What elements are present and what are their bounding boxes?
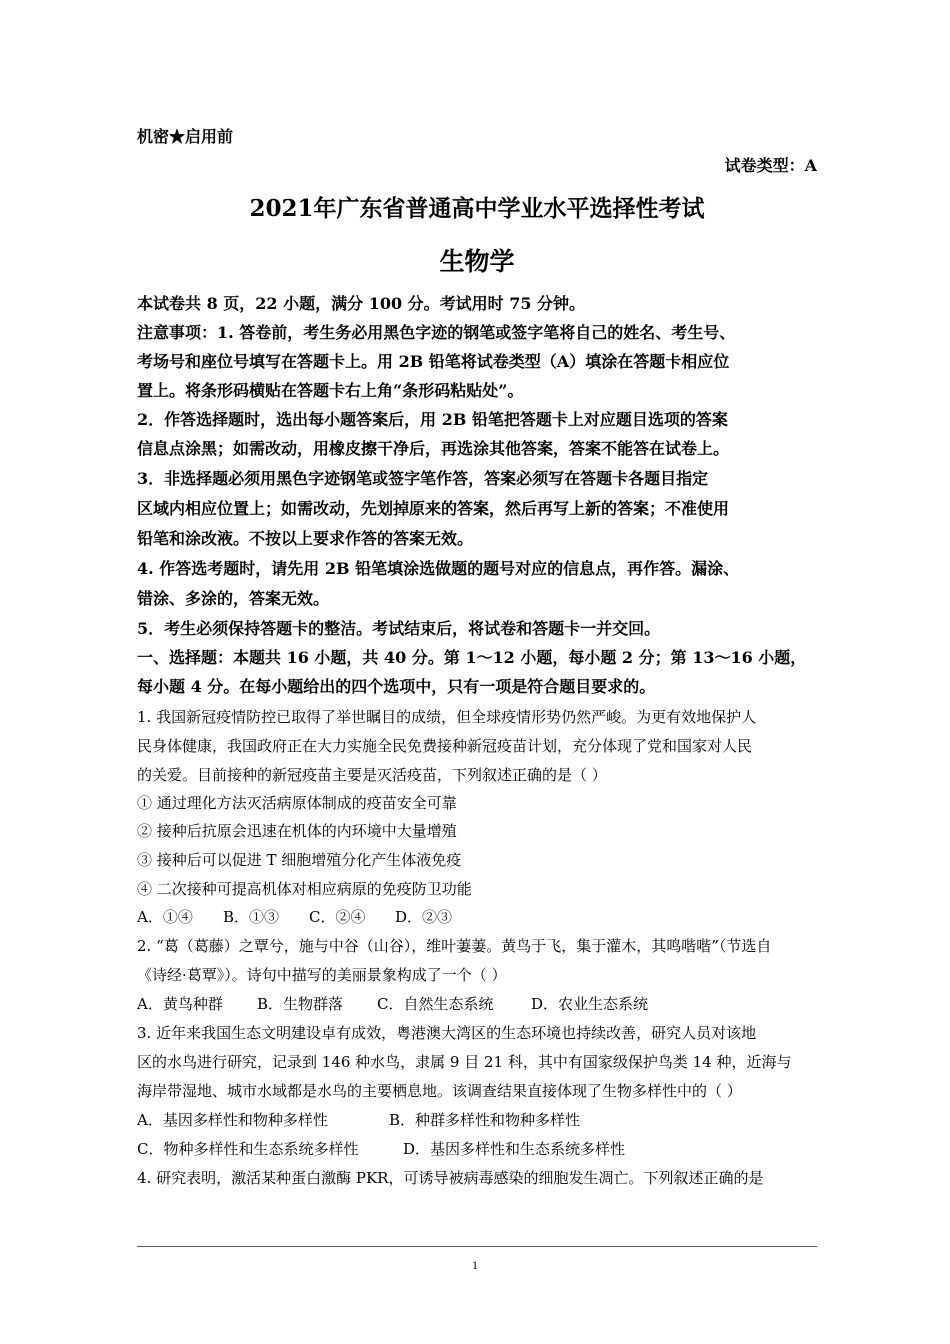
notice-line: 铅笔和涂改液。不按以上要求作答的答案无效。 — [137, 529, 474, 548]
option-c: C．自然生态系统 — [377, 995, 494, 1013]
question-1-statement: ② 接种后抗原会迅速在机体的内环境中大量增殖 — [137, 822, 457, 840]
notice-line: 错涂、多涂的，答案无效。 — [137, 589, 330, 608]
option-b: B．种群多样性和物种多样性 — [389, 1111, 581, 1129]
question-1-statement: ③ 接种后可以促进 T 细胞增殖分化产生体液免疫 — [137, 851, 462, 869]
question-3-options-row — [137, 1138, 817, 1160]
section-heading: 每小题 4 分。在每小题给出的四个选项中，只有一项是符合题目要求的。 — [137, 677, 656, 696]
notice-line: 信息点涂黑；如需改动，用橡皮擦干净后，再选涂其他答案，答案不能答在试卷上。 — [137, 439, 730, 458]
notice-line: 3．非选择题必须用黑色字迹钢笔或签字笔作答，答案必须写在答题卡各题目指定 — [137, 469, 709, 488]
subject-title: 生物学 — [439, 247, 515, 276]
notice-line: 考场号和座位号填写在答题卡上。用 2B 铅笔将试卷类型（A）填涂在答题卡相应位 — [137, 352, 730, 371]
option-d: D．基因多样性和生态系统多样性 — [403, 1140, 626, 1158]
question-1-statement: ① 通过理化方法灭活病原体制成的疫苗安全可靠 — [137, 794, 457, 812]
question-1-text: 的关爱。目前接种的新冠疫苗主要是灭活疫苗，下列叙述正确的是（ ） — [137, 766, 607, 784]
question-1-text: 民身体健康，我国政府正在大力实施全民免费接种新冠疫苗计划，充分体现了党和国家对人民 — [137, 737, 753, 755]
question-3-text: 区的水鸟进行研究，记录到 146 种水鸟，隶属 9 目 21 科，其中有国家级保护鸟类 14 种，近海与 — [137, 1053, 792, 1071]
question-1-options — [137, 906, 817, 928]
notice-line: 4. 作答选考题时，请先用 2B 铅笔填涂选做题的题号对应的信息点，再作答。漏涂、 — [137, 559, 740, 578]
section-heading: 一、选择题：本题共 16 小题，共 40 分。第 1～12 小题，每小题 2 分；第 13～16 小题， — [137, 648, 807, 667]
question-1-text: 1. 我国新冠疫情防控已取得了举世瞩目的成绩，但全球疫情形势仍然严峻。为更有效地保护人 — [137, 708, 757, 726]
notice-line: 置上。将条形码横贴在答题卡右上角“条形码粘贴处”。 — [137, 381, 524, 400]
question-1-statement: ④ 二次接种可提高机体对相应病原的免疫防卫功能 — [137, 880, 472, 898]
exam-title: 2021年广东省普通高中学业水平选择性考试 — [249, 195, 705, 222]
question-3-options-row — [137, 1109, 817, 1131]
notice-line: 区域内相应位置上；如需改动，先划掉原来的答案，然后再写上新的答案；不准使用 — [137, 499, 730, 518]
question-3-text: 3. 近年来我国生态文明建设卓有成效，粤港澳大湾区的生态环境也持续改善，研究人员对该地 — [137, 1024, 757, 1042]
option-b: B．生物群落 — [257, 995, 344, 1013]
secret-label: 机密★启用前 — [137, 127, 234, 146]
option-c: C．②④ — [309, 908, 366, 926]
notice-line: 5．考生必须保持答题卡的整洁。考试结束后，将试卷和答题卡一并交回。 — [137, 619, 661, 638]
page-number: 1 — [472, 1258, 478, 1272]
footer-divider — [137, 1246, 817, 1247]
option-a: A．基因多样性和物种多样性 — [137, 1111, 328, 1129]
question-2-options — [137, 993, 817, 1015]
question-4-text: 4. 研究表明，激活某种蛋白激酶 PKR，可诱导被病毒感染的细胞发生凋亡。下列叙述正确的是 — [137, 1169, 764, 1187]
question-3-text: 海岸带湿地、城市水域都是水鸟的主要栖息地。该调查结果直接体现了生物多样性中的（ ） — [137, 1082, 742, 1100]
option-a: A．①④ — [137, 908, 193, 926]
paper-type-label: 试卷类型：A — [724, 156, 817, 175]
option-c: C．物种多样性和生态系统多样性 — [137, 1140, 359, 1158]
option-d: D．②③ — [395, 908, 453, 926]
notice-line: 2．作答选择题时，选出每小题答案后，用 2B 铅笔把答题卡上对应题目选项的答案 — [137, 410, 728, 429]
exam-summary: 本试卷共 8 页，22 小题，满分 100 分。考试用时 75 分钟。 — [137, 294, 586, 313]
question-2-text: 2. “葛（葛藤）之覃兮，施与中谷（山谷），维叶萋萋。黄鸟于飞，集于灌木，其鸣喈喈”（节选自 — [137, 937, 772, 955]
option-a: A．黄鸟种群 — [137, 995, 223, 1013]
option-d: D．农业生态系统 — [531, 995, 649, 1013]
notice-line: 注意事项：1. 答卷前，考生务必用黑色字迹的钢笔或签字笔将自己的姓名、考生号、 — [137, 323, 736, 342]
option-b: B．①③ — [223, 908, 280, 926]
question-2-text: 《诗经·葛覃》）。诗句中描写的美丽景象构成了一个（ ） — [137, 966, 507, 984]
